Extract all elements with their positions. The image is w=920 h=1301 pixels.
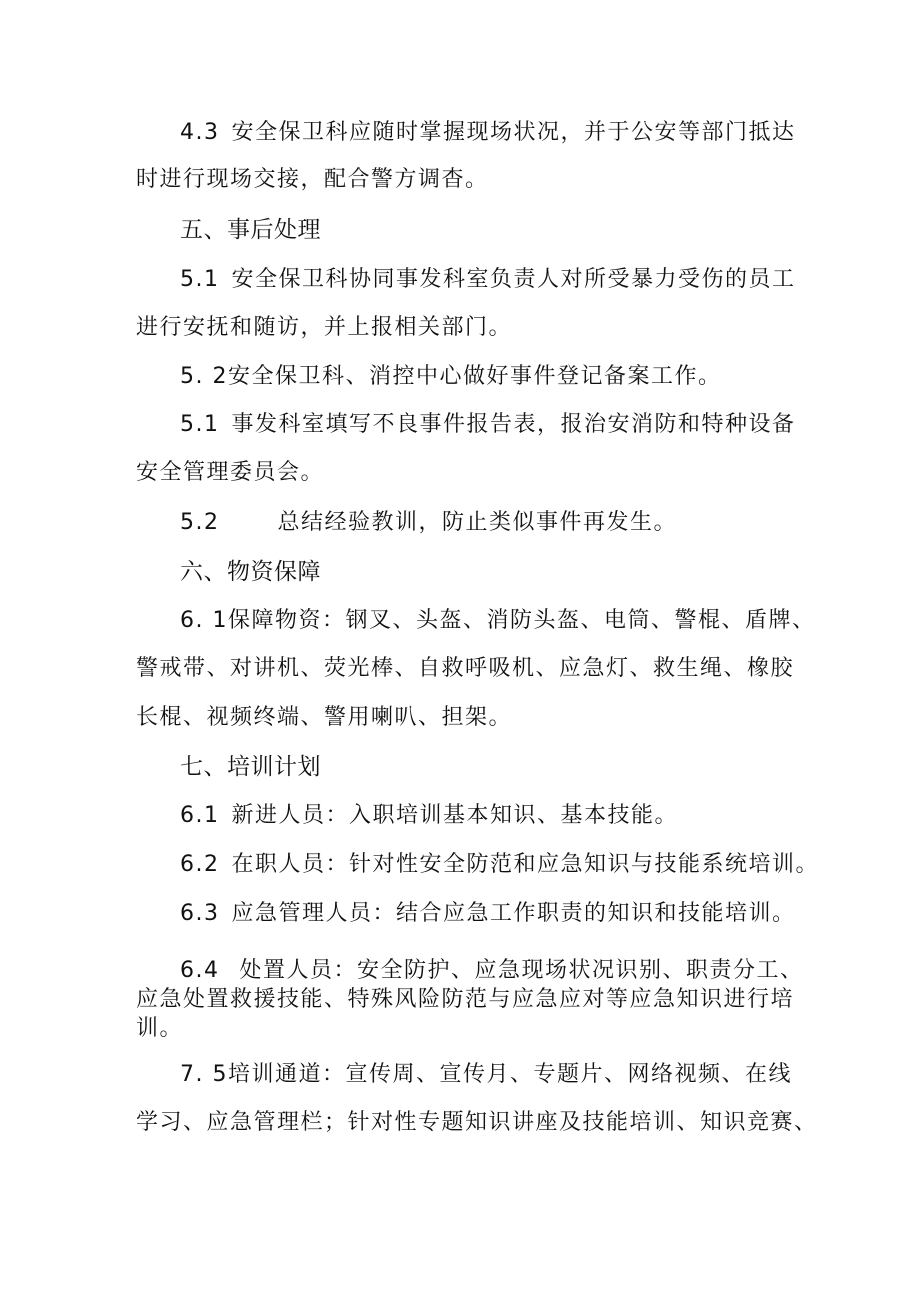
- line-text: 7. 5培训通道：宣传周、宣传月、专题片、网络视频、在线: [180, 1062, 792, 1087]
- paragraph-5-1-line-1: [180, 265, 796, 295]
- line-text: 进行安抚和随访，并上报相关部门。: [136, 315, 513, 340]
- line-text: 训。: [136, 1016, 184, 1041]
- line-text: 新进人员：入职培训基本知识、基本技能。: [231, 803, 679, 828]
- paragraph-6-1-line-1: [180, 606, 815, 636]
- line-text: 安全保卫科应随时掌握现场状况，并于公安等部门抵达: [231, 120, 796, 145]
- line-text: 在职人员：针对性安全防范和应急知识与技能系统培训。: [231, 852, 820, 877]
- paragraph-6-4c-line-1: [180, 956, 804, 986]
- item-number: 6.2: [180, 852, 220, 877]
- item-number: 5.1: [180, 267, 220, 292]
- line-text: 长棍、视频终端、警用喇叭、担架。: [136, 705, 513, 730]
- paragraph-6-1c-line-1: [180, 801, 678, 831]
- paragraph-6-4c-line-2: [136, 985, 794, 1015]
- line-text: 应急管理人员：结合应急工作职责的知识和技能培训。: [231, 901, 796, 926]
- paragraph-7-5-line-2: [136, 1108, 818, 1138]
- line-text: 5. 2安全保卫科、消控中心做好事件登记备案工作。: [180, 364, 722, 389]
- paragraph-5-2-line-1: [180, 362, 721, 392]
- line-text: 安全管理委员会。: [136, 460, 325, 485]
- paragraph-4-3-line-2: [136, 165, 489, 195]
- item-number: 6.4: [180, 958, 220, 983]
- line-text: 6. 1保障物资：钢叉、头盔、消防头盔、电筒、警棍、盾牌、: [180, 608, 816, 633]
- line-text: 应急处置救援技能、特殊风险防范与应急应对等应急知识进行培: [136, 987, 795, 1012]
- item-number: 5.1: [180, 412, 220, 437]
- item-number: 5.2: [180, 510, 220, 535]
- line-text: 时进行现场交接，配合警方调杳。: [136, 167, 489, 192]
- line-text: 警戒带、对讲机、荧光棒、自救呼吸机、应急灯、救生绳、橡胶: [136, 656, 795, 681]
- paragraph-6-4c-line-3: [136, 1014, 183, 1044]
- paragraph-6-1-line-3: [136, 703, 512, 733]
- item-number: 6.1: [180, 803, 220, 828]
- line-text: 学习、应急管理栏；针对性专题知识讲座及技能培训、知识竞赛、: [136, 1110, 818, 1135]
- section-heading-6: 六、物资保障: [180, 559, 321, 585]
- paragraph-6-2c-line-1: [180, 850, 819, 880]
- section-heading-5: 五、事后处理: [180, 217, 321, 243]
- line-text: 事发科室填写不良事件报告表，报治安消防和特种设备: [231, 412, 796, 437]
- section-heading-7: 七、培训计划: [180, 754, 321, 780]
- paragraph-6-1-line-2: [136, 654, 794, 684]
- paragraph-7-5-line-1: [180, 1060, 792, 1090]
- line-text: 安全保卫科协同事发科室负责人对所受暴力受伤的员工: [231, 267, 796, 292]
- paragraph-6-3c-line-1: [180, 899, 796, 929]
- paragraph-5-1b-line-2: [136, 458, 324, 488]
- paragraph-4-3-line-1: [180, 118, 796, 148]
- item-number: 6.3: [180, 901, 220, 926]
- item-number: 4.3: [180, 120, 220, 145]
- paragraph-5-1-line-2: [136, 313, 512, 343]
- paragraph-5-2b-line-1: [180, 508, 677, 538]
- paragraph-5-1b-line-1: [180, 410, 796, 440]
- line-text: 处置人员：安全防护、应急现场状况识别、职责分工、: [239, 958, 804, 983]
- line-text: 总结经验教训，防止类似事件再发生。: [277, 510, 678, 535]
